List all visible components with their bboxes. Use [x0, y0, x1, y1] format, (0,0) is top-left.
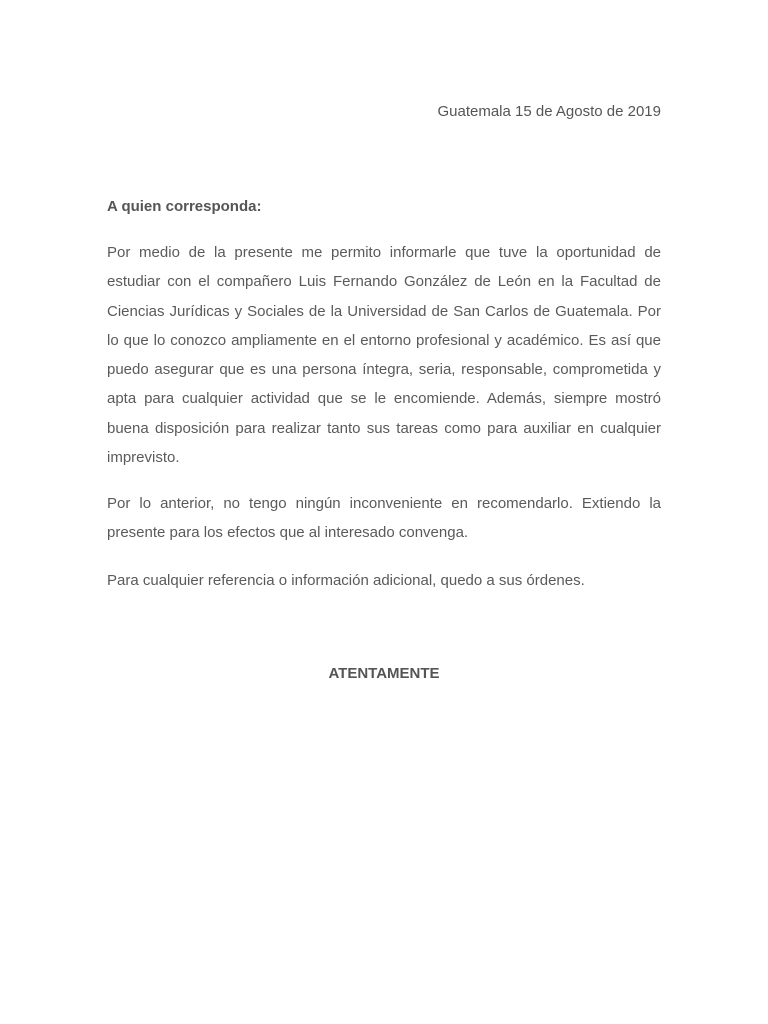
letter-paragraph-intro: Por medio de la presente me permito informarle que tuve la oportunidad de estudiar con el compañero Luis Fernando González de León en la Facultad de Ciencias Jurídicas y Sociales de la Universidad de San Carlos de Guatemala. Por lo que lo conozco ampliamente en el entorno profesional y académico. Es así que puedo asegurar que es una persona íntegra, seria, responsable, comprometida y apta para cualquier actividad que se le encomiende. Además, siempre mostró buena disposición para realizar tanto sus tareas como para auxiliar en cualquier imprevisto.	[107, 244, 661, 467]
letter-date: Guatemala 15 de Agosto de 2019	[437, 103, 661, 120]
letter-closing: ATENTAMENTE	[328, 665, 440, 682]
letter-salutation: A quien corresponda:	[107, 198, 262, 215]
letter-paragraph-recommendation: Por lo anterior, no tengo ningún inconveniente en recomendarlo. Extiendo la presente para los efectos que al interesado convenga.	[107, 495, 661, 542]
letter-paragraph-contact: Para cualquier referencia o información adicional, quedo a sus órdenes.	[107, 572, 585, 589]
